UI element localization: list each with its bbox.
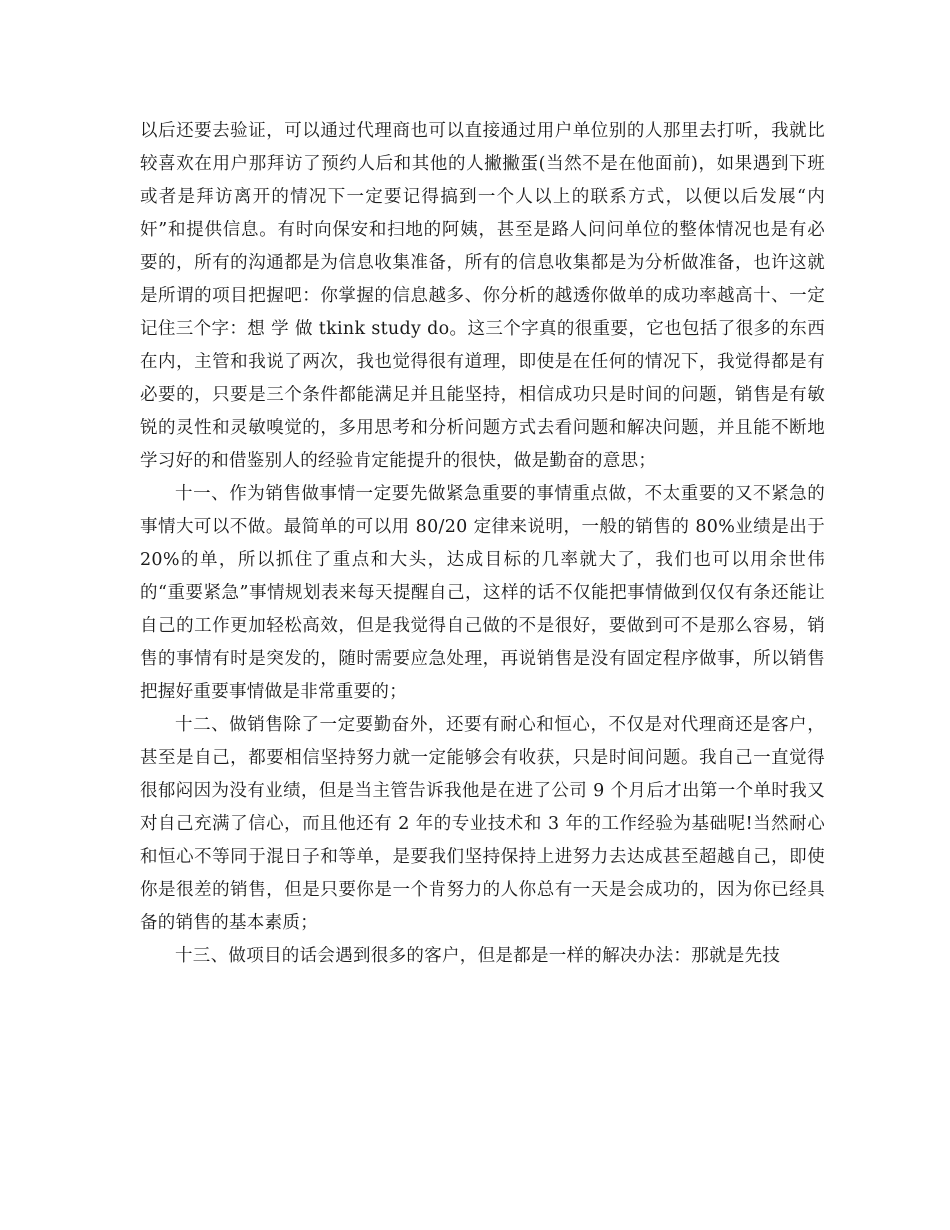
paragraph-thirteen: 十三、做项目的话会遇到很多的客户，但是都是一样的解决办法：那就是先技 — [175, 946, 781, 966]
paragraph-continuation: 以后还要去验证，可以通过代理商也可以直接通过用户单位别的人那里去打听，我就比较喜欢在用户那拜访了预约人后和其他的人撇撇蛋(当然不是在他面前)，如果遇到下班或者是拜访离开的情况下一定要记得搞到一个人以上的联系方式，以便以后发展“内奸”和提供信息。有时向保安和扫地的阿姨，甚至是路人问问单位的整体情况也是有必要的，所有的沟通都是为信息收集准备，所有的信息收集都是为分析做准备，也许这就是所谓的项目把握吧：你掌握的信息越多、你分析的越透你做单的成功率越高十、一定记住三个字：想 学 做 tkink study do。这三个字真的很重要，它也包括了很多的东西在内，主管和我说了两次，我也觉得很有道理，即使是在任何的情况下，我觉得都是有必要的，只要是三个条件都能满足并且能坚持，相信成功只是时间的问题，销售是有敏锐的灵性和灵敏嗅觉的，多用思考和分析问题方式去看问题和解决问题，并且能不断地学习好的和借鉴别人的经验肯定能提升的很快，做是勤奋的意思； — [140, 121, 825, 471]
paragraph-twelve: 十二、做销售除了一定要勤奋外，还要有耐心和恒心，不仅是对代理商还是客户，甚至是自己，都要相信坚持努力就一定能够会有收获，只是时间问题。我自己一直觉得很郁闷因为没有业绩，但是当主管告诉我他是在进了公司 9 个月后才出第一个单时我又对自己充满了信心，而且他还有 2 年的专业技术和 3 年的工作经验为基础呢!当然耐心和恒心不等同于混日子和等单，是要我们坚持保持上进努力去达成甚至超越自己，即使你是很差的销售，但是只要你是一个肯努力的人你总有一天是会成功的，因为你已经具备的销售的基本素质； — [140, 715, 825, 933]
body-text — [140, 115, 825, 973]
paragraph-eleven: 十一、作为销售做事情一定要先做紧急重要的事情重点做，不太重要的又不紧急的事情大可以不做。最简单的可以用 80/20 定律来说明，一般的销售的 80%业绩是出于 20%的单，所以抓住了重点和大头，达成目标的几率就大了，我们也可以用余世伟的“重要紧急”事情规划表来每天提醒自己，这样的话不仅能把事情做到仅仅有条还能让自己的工作更加轻松高效，但是我觉得自己做的不是很好，要做到可不是那么容易，销售的事情有时是突发的，随时需要应急处理，再说销售是没有固定程序做事，所以销售把握好重要事情做是非常重要的； — [140, 484, 825, 702]
